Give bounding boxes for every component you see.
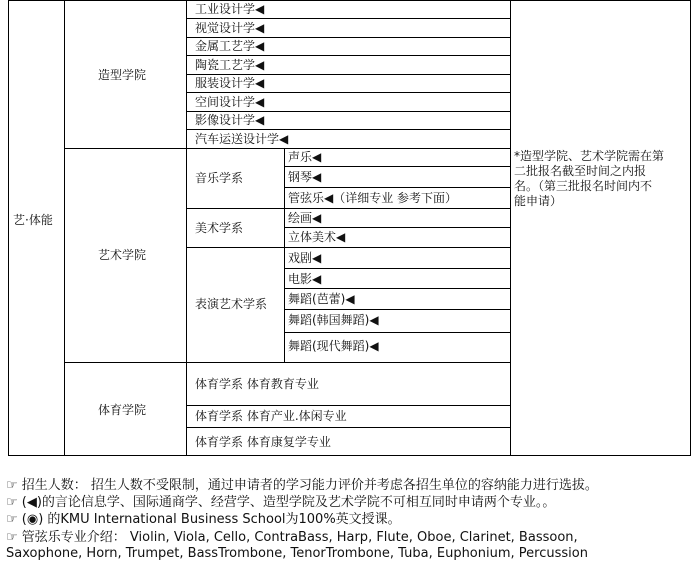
remark-line: *造型学院、艺术学院需在第: [514, 149, 665, 163]
major-cell: 服装设计学◀: [195, 76, 265, 90]
note-english: ☞ (◉) 的KMU International Business School为100%英文授课。: [6, 512, 401, 527]
major-cell: 空间设计学◀: [195, 95, 265, 109]
major-cell: 汽车运送设计学◀: [195, 132, 289, 146]
row-line: [186, 129, 510, 130]
remark-line: 名。（第三批报名时间内不: [514, 179, 653, 193]
row-line: [284, 227, 510, 228]
major-cell: 舞蹈(韩国舞蹈)◀: [288, 313, 379, 327]
major-cell: 戏剧◀: [288, 251, 322, 265]
row-line: [284, 187, 510, 188]
college-column-line: [64, 0, 65, 456]
table-border-right: [690, 0, 691, 456]
major-cell: 体育学系 体育教育专业: [195, 377, 319, 391]
row-line: [284, 309, 510, 310]
college-name-sports: 体育学院: [98, 403, 147, 417]
remark-text: [514, 149, 664, 209]
dept-name-fine: 美术学系: [195, 221, 244, 235]
college-name-design: 造型学院: [98, 68, 147, 82]
major-cell: 视觉设计学◀: [195, 21, 265, 35]
row-line: [284, 288, 510, 289]
category-label: 艺·体能: [13, 213, 53, 227]
remark-line: 能申请）: [514, 194, 563, 208]
note-restriction: ☞ (◀)的言论信息学、国际通商学、经营学、造型学院及艺术学院不可相互同时申请两个专业。。: [6, 495, 556, 510]
remark-column-line: [510, 0, 511, 456]
remark-line: 二批报名截至时间之内报: [514, 164, 647, 178]
table-border-left: [8, 0, 9, 456]
row-line: [186, 18, 510, 19]
major-cell: 绘画◀: [288, 211, 322, 225]
row-line: [186, 92, 510, 93]
dept-name-performing: 表演艺术学系: [195, 297, 268, 311]
major-cell: 电影◀: [288, 272, 322, 286]
row-line: [284, 268, 510, 269]
college-divider-1: [64, 148, 510, 149]
major-cell: 体育学系 体育产业.体闲专业: [195, 409, 347, 423]
table-border-top: [8, 0, 690, 1]
major-cell: 钢琴◀: [288, 170, 322, 184]
dept-divider-fine: [186, 247, 510, 248]
row-line: [284, 332, 510, 333]
major-cell: 舞蹈(芭蕾)◀: [288, 292, 355, 306]
row-line: [186, 405, 510, 406]
note-orchestra: ☞ 管弦乐专业介绍： Violin, Viola, Cello, ContraBass, Harp, Flute, Oboe, Clarinet, Bassoon,: [6, 530, 578, 545]
row-line: [186, 55, 510, 56]
row-line: [186, 74, 510, 75]
college-divider-2: [64, 362, 510, 363]
major-cell: 舞蹈(现代舞蹈)◀: [288, 339, 379, 353]
major-cell: 体育学系 体育康复学专业: [195, 435, 331, 449]
major-cell: 管弦乐◀（详细专业 参考下面）: [288, 191, 458, 205]
sports-dept-line: [186, 362, 187, 456]
major-cell: 声乐◀: [288, 150, 322, 164]
row-line: [284, 166, 510, 167]
row-line: [186, 427, 510, 428]
dept-name-music: 音乐学系: [195, 171, 244, 185]
table-border-bottom: [8, 455, 690, 456]
college-name-arts: 艺术学院: [98, 248, 147, 262]
row-line: [186, 37, 510, 38]
major-cell: 工业设计学◀: [195, 2, 265, 16]
note-quota: ☞ 招生人数： 招生人数不受限制，通过申请者的学习能力评价并考虑各招生单位的容纳能力进行选拔。: [6, 478, 598, 493]
arts-dept-line: [186, 148, 187, 362]
major-cell: 立体美术◀: [288, 230, 346, 244]
arts-major-line: [284, 148, 285, 362]
major-cell: 金属工艺学◀: [195, 39, 265, 53]
row-line: [186, 111, 510, 112]
note-orchestra-cont: Saxophone, Horn, Trumpet, BassTrombone, TenorTrombone, Tuba, Euphonium, Percussion: [6, 546, 588, 561]
major-cell: 陶瓷工艺学◀: [195, 58, 265, 72]
dept-divider-music: [186, 208, 510, 209]
major-cell: 影像设计学◀: [195, 113, 265, 127]
